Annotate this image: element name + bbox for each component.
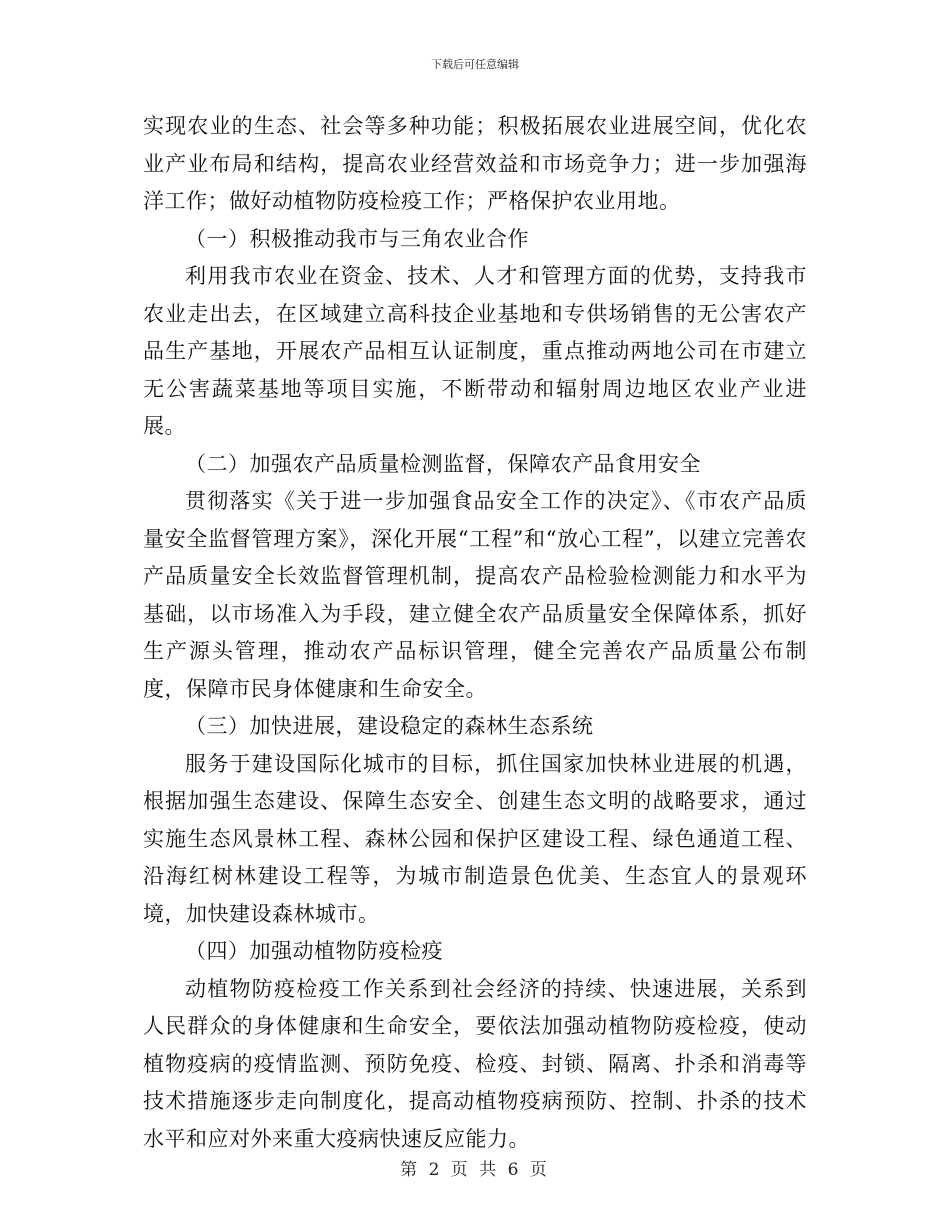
section-heading-2: （二）加强农产品质量检测监督，保障农产品食用安全: [185, 451, 701, 476]
document-body: [143, 108, 807, 1158]
paragraph-continuation: 实现农业的生态、社会等多种功能；积极拓展农业进展空间，优化农业产业布局和结构，提高农业经营效益和市场竞争力；进一步加强海洋工作；做好动植物防疫检疫工作；严格保护农业用地。: [143, 114, 807, 213]
paragraph-section-2: 贯彻落实《关于进一步加强食品安全工作的决定》、《市农产品质量安全监督管理方案》，深化开展“工程”和“放心工程”，以建立完善农产品质量安全长效监督管理机制，提高农产品检验检测能力和水平为基础，以市场准入为手段，建立健全农产品质量安全保障体系，抓好生产源头管理，推动农产品标识管理，健全完善农产品质量公布制度，保障市民身体健康和生命安全。: [143, 489, 807, 701]
section-heading-3: （三）加快进展，建设稳定的森林生态系统: [185, 714, 594, 738]
section-heading-4: （四）加强动植物防疫检疫: [185, 939, 443, 963]
page-header: 下载后可任意编辑: [431, 58, 519, 71]
page-footer: 第 2 页 共 6 页: [400, 1160, 550, 1180]
paragraph-section-1: 利用我市农业在资金、技术、人才和管理方面的优势，支持我市农业走出去，在区域建立高科技企业基地和专供场销售的无公害农产品生产基地，开展农产品相互认证制度，重点推动两地公司在市建立无公害蔬菜基地等项目实施，不断带动和辐射周边地区农业产业进展。: [143, 264, 807, 438]
paragraph-section-4: 动植物防疫检疫工作关系到社会经济的持续、快速进展，关系到人民群众的身体健康和生命安全，要依法加强动植物防疫检疫，使动植物疫病的疫情监测、预防免疫、检疫、封锁、隔离、扑杀和消毒等技术措施逐步走向制度化，提高动植物疫病预防、控制、扑杀的技术水平和应对外来重大疫病快速反应能力。: [143, 976, 807, 1151]
paragraph-section-3: 服务于建设国际化城市的目标，抓住国家加快林业进展的机遇，根据加强生态建设、保障生态安全、创建生态文明的战略要求，通过实施生态风景林工程、森林公园和保护区建设工程、绿色通道工程、沿海红树林建设工程等，为城市制造景色优美、生态宜人的景观环境，加快建设森林城市。: [143, 751, 807, 926]
section-heading-1: （一）积极推动我市与三角农业合作: [185, 226, 529, 251]
